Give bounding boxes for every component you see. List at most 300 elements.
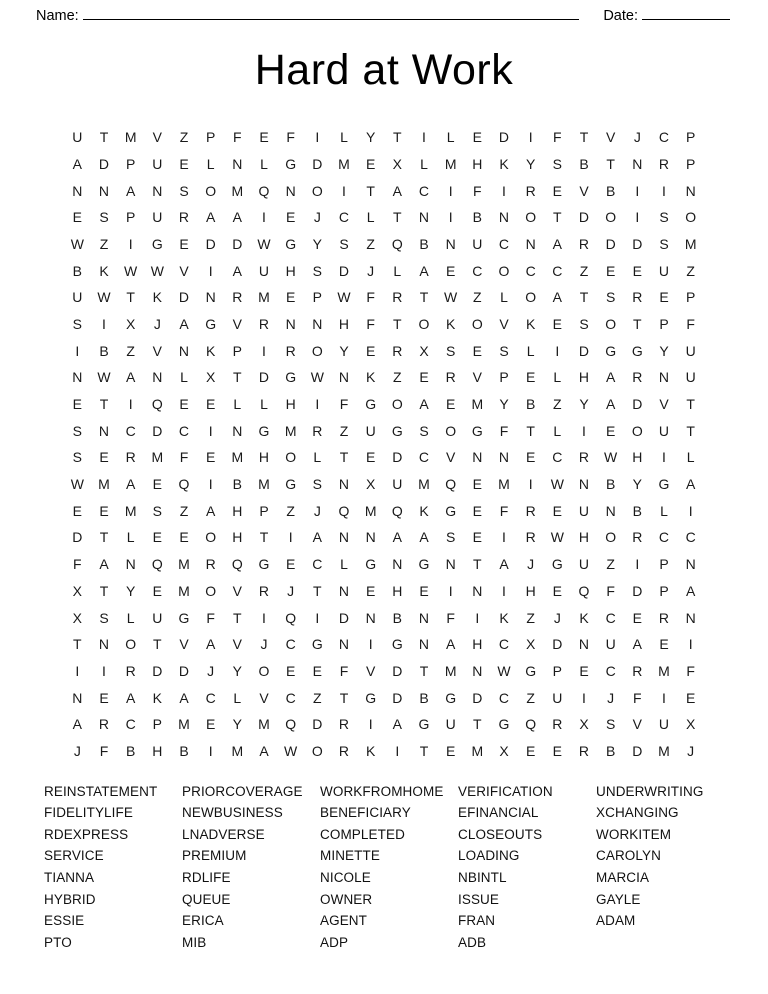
grid-cell: R bbox=[98, 716, 110, 733]
word-list-item[interactable]: COMPLETED bbox=[320, 826, 405, 842]
grid-cell: B bbox=[605, 182, 616, 199]
grid-cell: J bbox=[287, 582, 295, 599]
grid-cell: C bbox=[312, 556, 323, 573]
grid-cell: L bbox=[260, 396, 268, 413]
grid-cell: P bbox=[659, 556, 669, 573]
grid-cell: Q bbox=[445, 476, 457, 493]
grid-cell: O bbox=[125, 636, 137, 653]
grid-cell: Y bbox=[659, 342, 669, 359]
grid-cell: H bbox=[392, 582, 403, 599]
grid-cell: G bbox=[365, 556, 377, 573]
grid-cell: T bbox=[526, 422, 535, 439]
grid-cell: S bbox=[659, 235, 669, 252]
grid-cell: U bbox=[658, 422, 670, 439]
grid-cell: R bbox=[578, 742, 590, 759]
grid-cell: U bbox=[658, 262, 670, 279]
grid-cell: A bbox=[605, 396, 616, 413]
grid-cell: E bbox=[605, 422, 616, 439]
grid-cell: A bbox=[125, 476, 136, 493]
grid-cell: W bbox=[150, 262, 164, 279]
grid-cell: G bbox=[658, 476, 670, 493]
word-list-item[interactable]: LNADVERSE bbox=[182, 826, 265, 842]
grid-cell: C bbox=[178, 422, 190, 439]
grid-cell: R bbox=[392, 342, 403, 359]
grid-cell: H bbox=[632, 449, 643, 466]
grid-cell: T bbox=[393, 129, 402, 146]
word-list-item[interactable]: ADAM bbox=[596, 913, 636, 929]
word-list-item[interactable]: MIB bbox=[182, 934, 207, 950]
grid-cell: N bbox=[285, 182, 296, 199]
grid-cell: Q bbox=[151, 556, 163, 573]
grid-cell: Y bbox=[232, 662, 242, 679]
grid-cell: P bbox=[659, 315, 669, 332]
grid-cell: C bbox=[525, 262, 536, 279]
grid-cell: M bbox=[444, 662, 457, 679]
grid-cell: V bbox=[179, 262, 189, 279]
word-list-item[interactable]: WORKITEM bbox=[596, 826, 672, 842]
grid-cell: J bbox=[73, 742, 81, 759]
grid-cell: W bbox=[124, 262, 138, 279]
grid-cell: W bbox=[310, 369, 324, 386]
word-list-item[interactable]: QUEUE bbox=[182, 891, 231, 907]
word-list-item[interactable]: ADP bbox=[320, 934, 349, 950]
grid-cell: R bbox=[525, 502, 536, 519]
grid-cell: F bbox=[686, 315, 695, 332]
grid-cell: C bbox=[285, 636, 296, 653]
grid-cell: J bbox=[313, 502, 321, 519]
grid-cell: D bbox=[205, 235, 216, 252]
grid-cell: E bbox=[472, 476, 482, 493]
word-list-item[interactable]: PTO bbox=[44, 934, 72, 950]
grid-cell: F bbox=[286, 129, 295, 146]
grid-cell: I bbox=[395, 742, 400, 759]
word-list-item[interactable]: RDLIFE bbox=[182, 870, 231, 886]
grid-cell: I bbox=[208, 476, 213, 493]
grid-cell: V bbox=[472, 369, 482, 386]
grid-cell: Q bbox=[391, 235, 403, 252]
date-write-line[interactable] bbox=[642, 19, 730, 20]
grid-cell: P bbox=[552, 662, 562, 679]
grid-cell: G bbox=[285, 476, 297, 493]
name-write-line[interactable] bbox=[83, 19, 580, 20]
word-list-item[interactable]: FIDELITYLIFE bbox=[44, 805, 133, 821]
word-list-item[interactable]: TIANNA bbox=[44, 870, 95, 886]
grid-cell: L bbox=[206, 155, 215, 172]
grid-cell: J bbox=[207, 662, 215, 679]
grid-cell: G bbox=[258, 422, 270, 439]
grid-cell: R bbox=[632, 529, 643, 546]
grid-cell: W bbox=[550, 529, 564, 546]
grid-cell: S bbox=[499, 342, 509, 359]
word-list-item[interactable]: HYBRID bbox=[44, 891, 96, 907]
grid-cell: T bbox=[126, 289, 135, 306]
word-list-item[interactable]: ERICA bbox=[182, 913, 224, 929]
grid-cell: M bbox=[178, 716, 190, 733]
word-list-item[interactable]: CAROLYN bbox=[596, 848, 661, 864]
grid-cell: C bbox=[605, 662, 616, 679]
grid-cell: A bbox=[445, 636, 456, 653]
grid-cell: G bbox=[391, 422, 403, 439]
word-list-item[interactable]: RDEXPRESS bbox=[44, 826, 129, 842]
word-list-item[interactable]: NICOLE bbox=[320, 870, 371, 886]
word-list-item[interactable]: ADB bbox=[458, 934, 487, 950]
word-list-item[interactable]: ISSUE bbox=[458, 891, 500, 907]
grid-cell: V bbox=[499, 315, 509, 332]
grid-cell: V bbox=[445, 449, 456, 466]
grid-cell: Y bbox=[632, 476, 642, 493]
grid-cell: R bbox=[445, 369, 456, 386]
grid-cell: E bbox=[445, 742, 456, 759]
grid-cell: F bbox=[553, 129, 562, 146]
grid-cell: M bbox=[498, 476, 510, 493]
grid-cell: O bbox=[445, 422, 457, 439]
grid-cell: O bbox=[205, 182, 217, 199]
grid-cell: T bbox=[99, 129, 109, 146]
grid-cell: Q bbox=[285, 609, 297, 626]
grid-cell: K bbox=[445, 315, 456, 332]
grid-cell: F bbox=[366, 289, 375, 306]
grid-cell: R bbox=[312, 422, 323, 439]
word-list-item[interactable]: MARCIA bbox=[596, 870, 650, 886]
grid-cell: Q bbox=[178, 476, 190, 493]
grid-cell: K bbox=[152, 689, 162, 706]
grid-cell: B bbox=[419, 235, 429, 252]
grid-cell: N bbox=[98, 636, 110, 653]
grid-cell: I bbox=[688, 502, 693, 519]
grid-cell: V bbox=[579, 182, 589, 199]
grid-cell: I bbox=[315, 129, 320, 146]
grid-cell: N bbox=[658, 369, 670, 386]
grid-cell: I bbox=[262, 609, 266, 626]
grid-cell: P bbox=[685, 129, 696, 146]
grid-cell: L bbox=[500, 289, 508, 306]
grid-cell: V bbox=[365, 662, 376, 679]
grid-cell: F bbox=[446, 609, 455, 626]
grid-cell: N bbox=[498, 449, 510, 466]
grid-cell: N bbox=[338, 476, 350, 493]
grid-cell: N bbox=[578, 476, 590, 493]
grid-cell: N bbox=[338, 529, 350, 546]
grid-cell: H bbox=[578, 529, 590, 546]
grid-cell: B bbox=[419, 689, 429, 706]
grid-cell: Z bbox=[339, 422, 349, 439]
grid-cell: U bbox=[72, 129, 83, 146]
grid-cell: R bbox=[285, 342, 296, 359]
grid-cell: R bbox=[258, 315, 270, 332]
word-list-item[interactable]: ESSIE bbox=[44, 913, 85, 929]
grid-cell: I bbox=[288, 529, 293, 546]
grid-cell: N bbox=[365, 609, 376, 626]
word-list-item[interactable]: NEWBUSINESS bbox=[182, 805, 283, 821]
grid-cell: R bbox=[125, 662, 136, 679]
grid-cell: L bbox=[553, 369, 562, 386]
grid-cell: N bbox=[605, 502, 616, 519]
grid-cell: N bbox=[445, 556, 456, 573]
page-title: Hard at Work bbox=[254, 46, 514, 94]
grid-cell: L bbox=[420, 155, 428, 172]
word-list-item[interactable]: FRAN bbox=[458, 913, 496, 929]
grid-cell: N bbox=[525, 235, 536, 252]
grid-cell: K bbox=[499, 155, 509, 172]
grid-cell: S bbox=[659, 209, 669, 226]
grid-cell: O bbox=[391, 396, 403, 413]
grid-cell: M bbox=[178, 556, 190, 573]
grid-cell: A bbox=[419, 396, 429, 413]
grid-cell: N bbox=[418, 636, 430, 653]
grid-cell: S bbox=[72, 315, 82, 332]
grid-cell: Y bbox=[125, 582, 136, 599]
grid-cell: G bbox=[631, 342, 643, 359]
word-list-item[interactable]: AGENT bbox=[320, 913, 368, 929]
grid-cell: L bbox=[260, 155, 268, 172]
grid-cell: Q bbox=[285, 716, 297, 733]
word-list-column bbox=[458, 781, 596, 954]
grid-cell: D bbox=[632, 235, 643, 252]
grid-cell: J bbox=[313, 209, 321, 226]
grid-cell: M bbox=[258, 289, 270, 306]
grid-cell: I bbox=[315, 609, 320, 626]
grid-cell: C bbox=[498, 235, 510, 252]
grid-cell: I bbox=[582, 689, 586, 706]
grid-cell: C bbox=[205, 689, 216, 706]
grid-cell: H bbox=[472, 155, 483, 172]
grid-cell: D bbox=[152, 422, 163, 439]
grid-cell: U bbox=[365, 422, 376, 439]
grid-cell: G bbox=[365, 396, 377, 413]
grid-cell: T bbox=[153, 636, 162, 653]
grid-cell: V bbox=[232, 582, 242, 599]
grid-cell: J bbox=[527, 556, 535, 573]
grid-cell: T bbox=[233, 609, 242, 626]
grid-cell: X bbox=[72, 582, 82, 599]
grid-cell: Q bbox=[391, 502, 403, 519]
grid-cell: J bbox=[687, 742, 695, 759]
grid-cell: I bbox=[662, 689, 666, 706]
grid-cell: O bbox=[311, 342, 323, 359]
grid-cell: T bbox=[633, 315, 642, 332]
word-list-item[interactable]: UNDERWRITING bbox=[596, 783, 704, 799]
grid-cell: N bbox=[152, 182, 163, 199]
grid-cell: T bbox=[99, 529, 109, 546]
grid-cell: R bbox=[392, 289, 403, 306]
grid-cell: N bbox=[338, 582, 350, 599]
grid-cell: S bbox=[99, 209, 109, 226]
grid-cell: B bbox=[632, 502, 642, 519]
word-list-item[interactable]: CLOSEOUTS bbox=[458, 826, 543, 842]
grid-cell: N bbox=[685, 556, 696, 573]
grid-cell: I bbox=[262, 209, 266, 226]
grid-cell: Z bbox=[553, 396, 562, 413]
grid-cell: D bbox=[338, 262, 350, 279]
grid-cell: I bbox=[662, 449, 666, 466]
grid-cell: G bbox=[205, 315, 217, 332]
grid-cell: P bbox=[259, 502, 269, 519]
grid-cell: J bbox=[553, 609, 561, 626]
grid-cell: W bbox=[70, 476, 84, 493]
grid-cell: E bbox=[312, 662, 322, 679]
grid-cell: G bbox=[285, 369, 297, 386]
word-list-item[interactable]: MINETTE bbox=[320, 848, 380, 864]
grid-cell: W bbox=[97, 289, 111, 306]
grid-cell: U bbox=[685, 342, 696, 359]
grid-cell: M bbox=[418, 476, 430, 493]
word-list-item[interactable]: SERVICE bbox=[44, 848, 104, 864]
grid-cell: P bbox=[125, 155, 136, 172]
grid-cell: C bbox=[338, 209, 350, 226]
grid-cell: X bbox=[392, 155, 402, 172]
grid-cell: P bbox=[685, 289, 696, 306]
grid-cell: B bbox=[605, 476, 616, 493]
grid-cell: T bbox=[686, 396, 695, 413]
grid-cell: X bbox=[365, 476, 376, 493]
grid-cell: Y bbox=[499, 396, 509, 413]
grid-cell: I bbox=[448, 209, 453, 226]
header-row bbox=[0, 0, 768, 24]
grid-cell: U bbox=[392, 476, 403, 493]
word-list-item[interactable]: EFINANCIAL bbox=[458, 805, 539, 821]
grid-cell: S bbox=[72, 422, 82, 439]
grid-cell: I bbox=[635, 182, 640, 199]
grid-cell: D bbox=[312, 716, 323, 733]
grid-cell: E bbox=[365, 155, 376, 172]
grid-cell: P bbox=[125, 209, 136, 226]
word-list-item[interactable]: PRIORCOVERAGE bbox=[182, 783, 303, 799]
grid-cell: P bbox=[499, 369, 509, 386]
grid-cell: A bbox=[685, 476, 696, 493]
grid-cell: G bbox=[311, 636, 323, 653]
word-list-item[interactable]: VERIFICATION bbox=[458, 783, 553, 799]
grid-cell: A bbox=[552, 235, 562, 252]
grid-cell: N bbox=[72, 182, 83, 199]
word-list-item[interactable]: XCHANGING bbox=[596, 805, 679, 821]
grid-cell: G bbox=[391, 636, 403, 653]
word-list-item[interactable]: BENEFICIARY bbox=[320, 805, 411, 821]
grid-cell: D bbox=[605, 235, 616, 252]
word-list-item[interactable]: NBINTL bbox=[458, 870, 507, 886]
grid-cell: N bbox=[685, 182, 696, 199]
grid-cell: M bbox=[231, 182, 244, 199]
grid-cell: X bbox=[205, 369, 216, 386]
grid-cell: M bbox=[471, 742, 484, 759]
grid-cell: E bbox=[205, 449, 216, 466]
grid-cell: X bbox=[525, 636, 536, 653]
grid-cell: T bbox=[366, 182, 375, 199]
grid-cell: E bbox=[552, 502, 562, 519]
grid-cell: I bbox=[688, 636, 693, 653]
grid-cell: N bbox=[685, 609, 696, 626]
grid-cell: U bbox=[578, 556, 590, 573]
grid-cell: B bbox=[392, 609, 402, 626]
grid-cell: S bbox=[179, 182, 189, 199]
grid-cell: R bbox=[632, 369, 643, 386]
grid-cell: E bbox=[445, 396, 456, 413]
grid-cell: C bbox=[125, 422, 136, 439]
grid-cell: I bbox=[422, 129, 426, 146]
word-list-column bbox=[44, 781, 182, 954]
grid-cell: A bbox=[205, 502, 216, 519]
grid-cell: J bbox=[633, 129, 641, 146]
word-list-item[interactable]: REINSTATEMENT bbox=[44, 783, 158, 799]
grid-cell: T bbox=[473, 716, 482, 733]
grid-cell: A bbox=[125, 182, 136, 199]
grid-cell: W bbox=[550, 476, 564, 493]
grid-cell: E bbox=[445, 262, 456, 279]
word-list-item[interactable]: GAYLE bbox=[596, 891, 641, 907]
word-list-item[interactable]: PREMIUM bbox=[182, 848, 247, 864]
grid-cell: L bbox=[313, 449, 322, 466]
grid-cell: W bbox=[70, 235, 84, 252]
grid-cell: V bbox=[632, 716, 642, 733]
grid-cell: A bbox=[392, 182, 402, 199]
grid-cell: W bbox=[257, 235, 271, 252]
word-list-item[interactable]: LOADING bbox=[458, 848, 520, 864]
grid-cell: I bbox=[315, 396, 320, 413]
grid-cell: T bbox=[419, 289, 429, 306]
grid-cell: X bbox=[419, 342, 429, 359]
grid-cell: O bbox=[685, 209, 697, 226]
grid-cell: G bbox=[258, 556, 270, 573]
grid-cell: I bbox=[635, 556, 640, 573]
grid-cell: T bbox=[393, 315, 402, 332]
grid-cell: Q bbox=[338, 502, 350, 519]
grid-cell: H bbox=[258, 449, 270, 466]
grid-cell: T bbox=[579, 129, 589, 146]
grid-cell: E bbox=[72, 209, 82, 226]
word-list-item[interactable]: OWNER bbox=[320, 891, 373, 907]
grid-cell: P bbox=[685, 155, 696, 172]
grid-cell: Y bbox=[339, 342, 349, 359]
grid-cell: E bbox=[205, 716, 216, 733]
grid-cell: Q bbox=[578, 582, 590, 599]
grid-cell: D bbox=[258, 369, 270, 386]
grid-cell: F bbox=[73, 556, 82, 573]
grid-cell: E bbox=[685, 689, 696, 706]
grid-cell: M bbox=[124, 502, 137, 519]
grid-cell: I bbox=[208, 742, 213, 759]
grid-cell: B bbox=[99, 342, 109, 359]
grid-cell: A bbox=[392, 529, 402, 546]
grid-cell: L bbox=[393, 262, 402, 279]
word-list-item[interactable]: WORKFROMHOME bbox=[320, 783, 444, 799]
grid-cell: T bbox=[99, 582, 109, 599]
grid-cell: E bbox=[525, 369, 536, 386]
grid-cell: B bbox=[72, 262, 82, 279]
grid-cell: N bbox=[205, 289, 216, 306]
grid-cell: L bbox=[366, 209, 375, 226]
grid-cell: I bbox=[102, 315, 106, 332]
grid-cell: C bbox=[685, 529, 696, 546]
grid-cell: A bbox=[232, 262, 242, 279]
grid-cell: K bbox=[365, 369, 376, 386]
grid-cell: C bbox=[498, 636, 510, 653]
grid-cell: M bbox=[444, 155, 457, 172]
grid-cell: I bbox=[582, 422, 586, 439]
grid-cell: E bbox=[365, 342, 376, 359]
grid-cell: X bbox=[685, 716, 696, 733]
grid-cell: T bbox=[553, 209, 562, 226]
grid-cell: A bbox=[632, 636, 642, 653]
grid-cell: B bbox=[525, 396, 536, 413]
grid-cell: L bbox=[126, 529, 135, 546]
grid-cell: K bbox=[152, 289, 162, 306]
grid-cell: M bbox=[364, 502, 377, 519]
grid-cell: F bbox=[633, 689, 642, 706]
grid-cell: L bbox=[340, 556, 348, 573]
grid-cell: D bbox=[312, 155, 323, 172]
grid-cell: D bbox=[392, 449, 403, 466]
grid-cell: A bbox=[685, 582, 696, 599]
grid-cell: R bbox=[632, 289, 643, 306]
